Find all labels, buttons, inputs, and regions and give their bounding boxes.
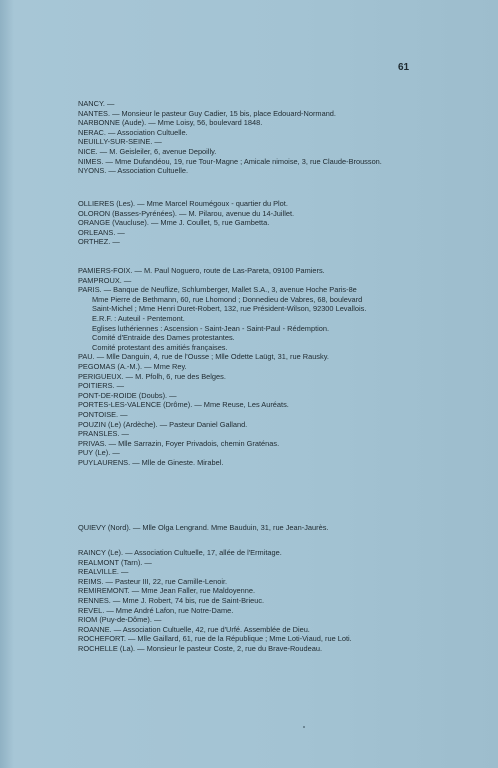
directory-entry: POUZIN (Le) (Ardèche). — Pasteur Daniel Galland. bbox=[78, 419, 248, 429]
directory-entry: ROCHELLE (La). — Monsieur le pasteur Coste, 2, rue du Brave-Roudeau. bbox=[78, 643, 323, 653]
directory-section-q bbox=[78, 523, 483, 533]
directory-entry: RENNES. — Mme J. Robert, 74 bis, rue de Saint-Brieuc. bbox=[78, 595, 265, 605]
directory-entry: OLORON (Basses-Pyrénées). — M. Pilarou, avenue du 14-Juillet. bbox=[78, 208, 295, 218]
directory-entry: PORTES-LES-VALENCE (Drôme). — Mme Reuse, Les Auréats. bbox=[78, 400, 289, 410]
directory-entry: RIOM (Puy-de-Dôme). — bbox=[78, 615, 162, 625]
directory-entry: NARBONNE (Aude). — Mme Loisy, 56, boulevard 1848. bbox=[78, 118, 263, 128]
directory-entry: ORTHEZ. — bbox=[78, 237, 120, 247]
directory-entry: RAINCY (Le). — Association Cultuelle, 17, allée de l'Ermitage. bbox=[78, 548, 282, 557]
directory-entry: ORLEANS. — bbox=[78, 227, 125, 237]
directory-section-o bbox=[78, 199, 483, 247]
directory-entry: PUY (Le). — bbox=[78, 448, 120, 458]
directory-entry: PERIGUEUX. — M. Pfolh, 6, rue des Belges. bbox=[78, 371, 226, 381]
directory-entry: PAMIERS-FOIX. — M. Paul Noguero, route de Las-Pareta, 09100 Pamiers. bbox=[78, 266, 325, 275]
directory-entry: OLLIERES (Les). — Mme Marcel Roumégoux - quartier du Plot. bbox=[78, 199, 288, 208]
page-number: 61 bbox=[398, 62, 410, 73]
directory-entry: ORANGE (Vaucluse). — Mme J. Coullet, 5, rue Gambetta. bbox=[78, 218, 270, 228]
directory-entry: REALMONT (Tarn). — bbox=[78, 557, 152, 567]
directory-entry: PONT-DE-ROIDE (Doubs). — bbox=[78, 390, 177, 400]
directory-entry: NANCY. — bbox=[78, 99, 115, 108]
directory-entry: NEUILLY-SUR-SEINE. — bbox=[78, 137, 162, 147]
directory-entry: PUYLAURENS. — Mlle de Gineste. Mirabel. bbox=[78, 457, 224, 467]
directory-entry: REVEL. — Mme André Lafon, rue Notre-Dame. bbox=[78, 605, 234, 615]
directory-entry: NICE. — M. Geisleiler, 6, avenue Depoilly. bbox=[78, 146, 217, 156]
directory-entry: PONTOISE. — bbox=[78, 409, 128, 419]
directory-entry: PAMPROUX. — bbox=[78, 275, 132, 285]
directory-section-n bbox=[78, 99, 483, 176]
directory-entry: ROCHEFORT. — Mlle Gaillard, 61, rue de la République ; Mme Loti-Viaud, rue Loti. bbox=[78, 634, 352, 644]
directory-entry: PARIS. — Banque de Neuflize, Schlumberger, Mallet S.A., 3, avenue Hoche Paris-8e bbox=[78, 285, 357, 295]
directory-entry: NERAC. — Association Cultuelle. bbox=[78, 127, 188, 137]
paper-speck bbox=[303, 726, 305, 728]
directory-entry: PEGOMAS (A.-M.). — Mme Rey. bbox=[78, 361, 187, 371]
directory-entry-continuation: Eglises luthériennes : Ascension - Saint-Jean - Saint-Paul - Rédemption. bbox=[92, 323, 330, 333]
directory-entry: PAU. — Mlle Danguin, 4, rue de l'Ousse ; Mlle Odette Laügt, 31, rue Rausky. bbox=[78, 352, 329, 362]
directory-entry-continuation: Comité d'Entraide des Dames protestantes. bbox=[92, 333, 235, 343]
directory-section-r bbox=[78, 548, 483, 654]
directory-entry-continuation: Mme Pierre de Bethmann, 60, rue Lhomond ; Donnedieu de Vabres, 68, boulevard bbox=[92, 294, 363, 304]
directory-entry-continuation: Saint-Michel ; Mme Henri Duret-Robert, 132, rue Président-Wilson, 92300 Levallois. bbox=[92, 304, 367, 314]
directory-entry: NIMES. — Mme Dufandéou, 19, rue Tour-Magne ; Amicale nimoise, 3, rue Claude-Brousson. bbox=[78, 156, 382, 166]
directory-entry: QUIEVY (Nord). — Mlle Olga Lengrand. Mme Bauduin, 31, rue Jean-Jaurès. bbox=[78, 523, 329, 532]
directory-entry: REMIREMONT. — Mme Jean Faller, rue Maldoyenne. bbox=[78, 586, 256, 596]
directory-entry: PRANSLES. — bbox=[78, 429, 129, 439]
directory-entry: PRIVAS. — Mlle Sarrazin, Foyer Privadois, chemin Graténas. bbox=[78, 438, 280, 448]
directory-entry: POITIERS. — bbox=[78, 381, 124, 391]
directory-entry-continuation: Comité protestant des amitiés françaises. bbox=[92, 342, 228, 352]
directory-entry: NYONS. — Association Cultuelle. bbox=[78, 166, 189, 176]
directory-entry: NANTES. — Monsieur le pasteur Guy Cadier, 15 bis, place Edouard-Normand. bbox=[78, 108, 336, 118]
directory-entry-continuation: E.R.F. : Auteuil - Pentemont. bbox=[92, 313, 185, 323]
directory-entry: REIMS. — Pasteur III, 22, rue Camille-Lenoir. bbox=[78, 576, 228, 586]
directory-entry: ROANNE. — Association Cultuelle, 42, rue d'Urfé. Assemblée de Dieu. bbox=[78, 624, 310, 634]
directory-section-p bbox=[78, 266, 483, 467]
directory-entry: REALVILLE. — bbox=[78, 567, 129, 577]
